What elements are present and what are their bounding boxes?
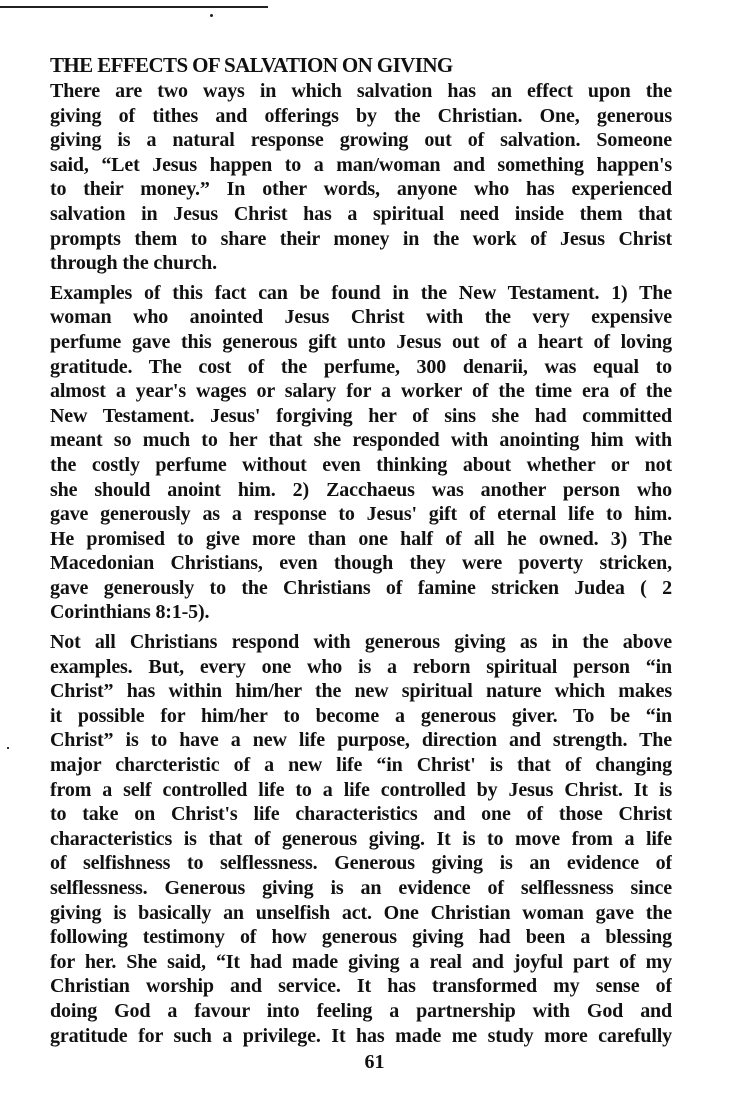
page-number: 61	[364, 1051, 385, 1073]
text-line: Not all Christians respond with generous giving as in the above	[50, 631, 672, 654]
text-line: it possible for him/her to become a generous giver. To be “in	[50, 704, 672, 727]
text-line: from a self controlled life to a life controlled by Jesus Christ. It is	[50, 778, 672, 801]
text-line: examples. But, every one who is a reborn spiritual person “in	[50, 655, 672, 678]
text-line: Corinthians 8:1-5).	[50, 601, 210, 624]
text-line: giving is a natural response growing out of salvation. Someone	[50, 129, 672, 152]
text-line: Examples of this fact can be found in the New Testament. 1) The	[50, 281, 672, 304]
text-line: following testimony of how generous giving had been a blessing	[50, 926, 672, 949]
text-line: He promised to give more than one half of all he owned. 3) The	[50, 527, 672, 550]
text-line: gratitude. The cost of the perfume, 300 denarii, was equal to	[50, 355, 672, 378]
section-heading: THE EFFECTS OF SALVATION ON GIVING	[50, 53, 453, 77]
text-line: giving is basically an unselfish act. One Christian woman gave the	[50, 901, 672, 924]
text-line: woman who anointed Jesus Christ with the very expensive	[50, 306, 672, 329]
top-rule	[0, 6, 268, 8]
paragraph-2	[50, 281, 672, 625]
text-line: major charcteristic of a new life “in Christ' is that of changing	[50, 754, 672, 777]
text-line: gratitude for such a privilege. It has made me study more carefully	[50, 1024, 672, 1047]
paragraph-1	[50, 79, 672, 276]
text-line: she should anoint him. 2) Zacchaeus was another person who	[50, 478, 672, 501]
text-line: to their money.” In other words, anyone who has experienced	[50, 178, 672, 201]
text-line: Christ” is to have a new life purpose, direction and strength. The	[50, 729, 672, 752]
text-line: meant so much to her that she responded with anointing him with	[50, 429, 672, 452]
text-line: characteristics is that of generous giving. It is to move from a life	[50, 827, 672, 850]
text-line: selflessness. Generous giving is an evidence of selflessness since	[50, 877, 672, 899]
margin-speck	[7, 747, 9, 749]
text-line: for her. She said, “It had made giving a real and joyful part of my	[50, 950, 672, 973]
text-line: Christian worship and service. It has transformed my sense of	[50, 975, 672, 998]
text-line: salvation in Jesus Christ has a spiritual need inside them that	[50, 202, 672, 225]
top-speck	[210, 14, 213, 17]
text-line: prompts them to share their money in the work of Jesus Christ	[50, 227, 672, 250]
paragraph-3	[50, 630, 672, 1048]
text-line: through the church.	[50, 252, 217, 275]
text-line: gave generously as a response to Jesus' gift of eternal life to him.	[50, 503, 672, 526]
text-line: to take on Christ's life characteristics and one of those Christ	[50, 803, 672, 826]
text-line: Christ” has within him/her the new spiritual nature which makes	[50, 680, 672, 703]
text-line: giving of tithes and offerings by the Christian. One, generous	[50, 104, 672, 127]
text-line: of selfishness to selflessness. Generous giving is an evidence of	[50, 852, 672, 875]
text-line: the costly perfume without even thinking about whether or not	[50, 453, 672, 476]
text-line: almost a year's wages or salary for a worker of the time era of the	[50, 380, 672, 403]
text-line: gave generously to the Christians of famine stricken Judea ( 2	[50, 576, 672, 599]
text-line: There are two ways in which salvation has an effect upon the	[50, 80, 672, 102]
text-line: said, “Let Jesus happen to a man/woman and something happen's	[50, 153, 672, 176]
page-body	[50, 52, 672, 1053]
text-line: New Testament. Jesus' forgiving her of sins she had committed	[50, 404, 672, 427]
text-line: doing God a favour into feeling a partnership with God and	[50, 999, 672, 1022]
text-line: Macedonian Christians, even though they were poverty stricken,	[50, 552, 672, 575]
text-line: perfume gave this generous gift unto Jesus out of a heart of loving	[50, 330, 672, 353]
